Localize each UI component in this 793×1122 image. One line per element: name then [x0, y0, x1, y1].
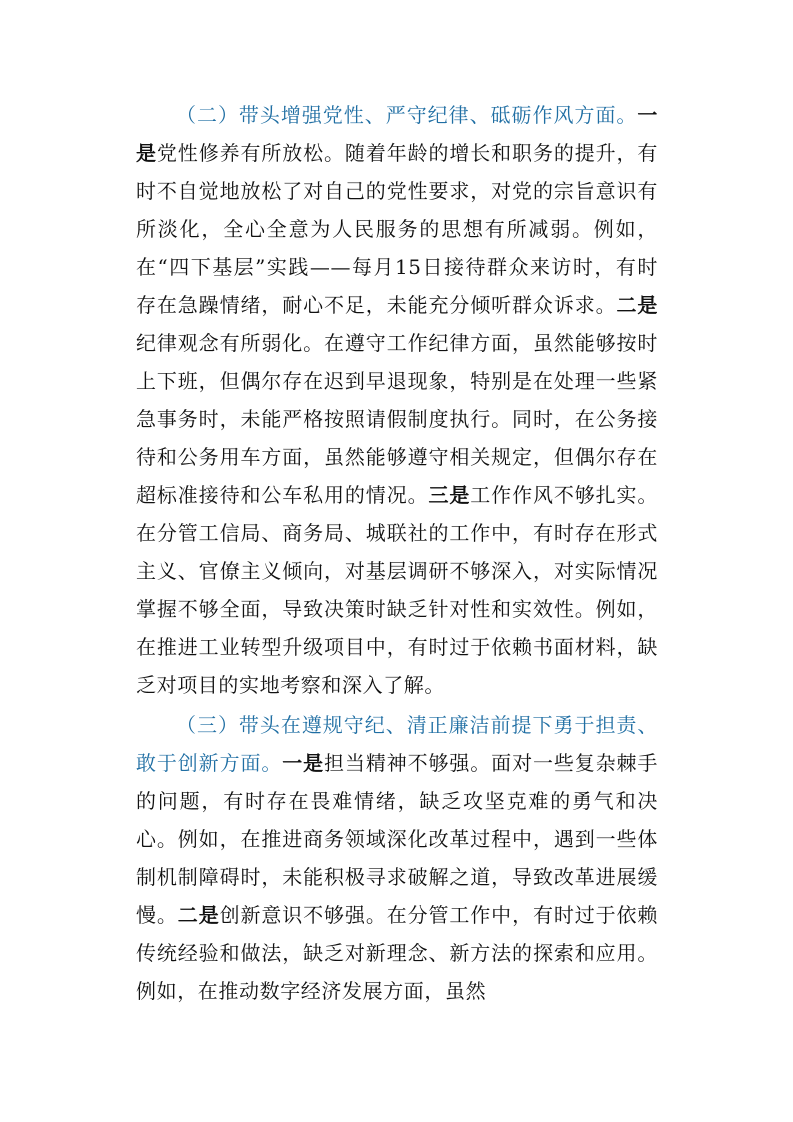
section-3-heading: （三）带头在遵规守纪、清正廉洁前提下勇于担责、敢于创新方面。	[136, 713, 658, 775]
point-marker: 二是	[177, 903, 220, 927]
point-text: 工作作风不够扎实。在分管工信局、商务局、城联社的工作中，有时存在形式主义、官僚主义倾向，对基层调研不够深入，对实际情况掌握不够全面，导致决策时缺乏针对性和实效性。例如，在推进工业转型升级项目中，有时过于依赖书面材料，缺乏对项目的实地考察和深入了解。	[136, 483, 659, 697]
section-2-heading: （二）带头增强党性、严守纪律、砥砺作风方面。	[176, 103, 638, 127]
point-marker: 一是	[136, 103, 658, 165]
point-marker: 三是	[428, 483, 471, 507]
point-text: 纪律观念有所弱化。在遵守工作纪律方面，虽然能够按时上下班，但偶尔存在迟到早退现象，特别是在处理一些紧急事务时，未能严格按照请假制度执行。同时，在公务接待和公务用车方面，虽然能够遵守相关规定，但偶尔存在超标准接待和公车私用的情况。	[136, 331, 658, 507]
document-body	[136, 96, 658, 1010]
point-text: 担当精神不够强。面对一些复杂棘手的问题，有时存在畏难情绪，缺乏攻坚克难的勇气和决心。例如，在推进商务领域深化改革过程中，遇到一些体制机制障碍时，未能积极寻求破解之道，导致改革进展缓慢。	[136, 751, 659, 927]
paragraph-section-2	[136, 96, 658, 704]
point-text: 创新意识不够强。在分管工作中，有时过于依赖传统经验和做法，缺乏对新理念、新方法的探索和应用。例如，在推动数字经济发展方面，虽然	[136, 903, 659, 1003]
point-marker: 一是	[282, 751, 325, 775]
point-text: 党性修养有所放松。随着年龄的增长和职务的提升，有时不自觉地放松了对自己的党性要求，对党的宗旨意识有所淡化，全心全意为人民服务的思想有所减弱。例如，在“四下基层”实践——每月15日接待群众来访时，有时存在急躁情绪，耐心不足，未能充分倾听群众诉求。	[136, 141, 658, 317]
paragraph-section-3	[136, 706, 658, 1010]
point-marker: 二是	[616, 293, 658, 317]
